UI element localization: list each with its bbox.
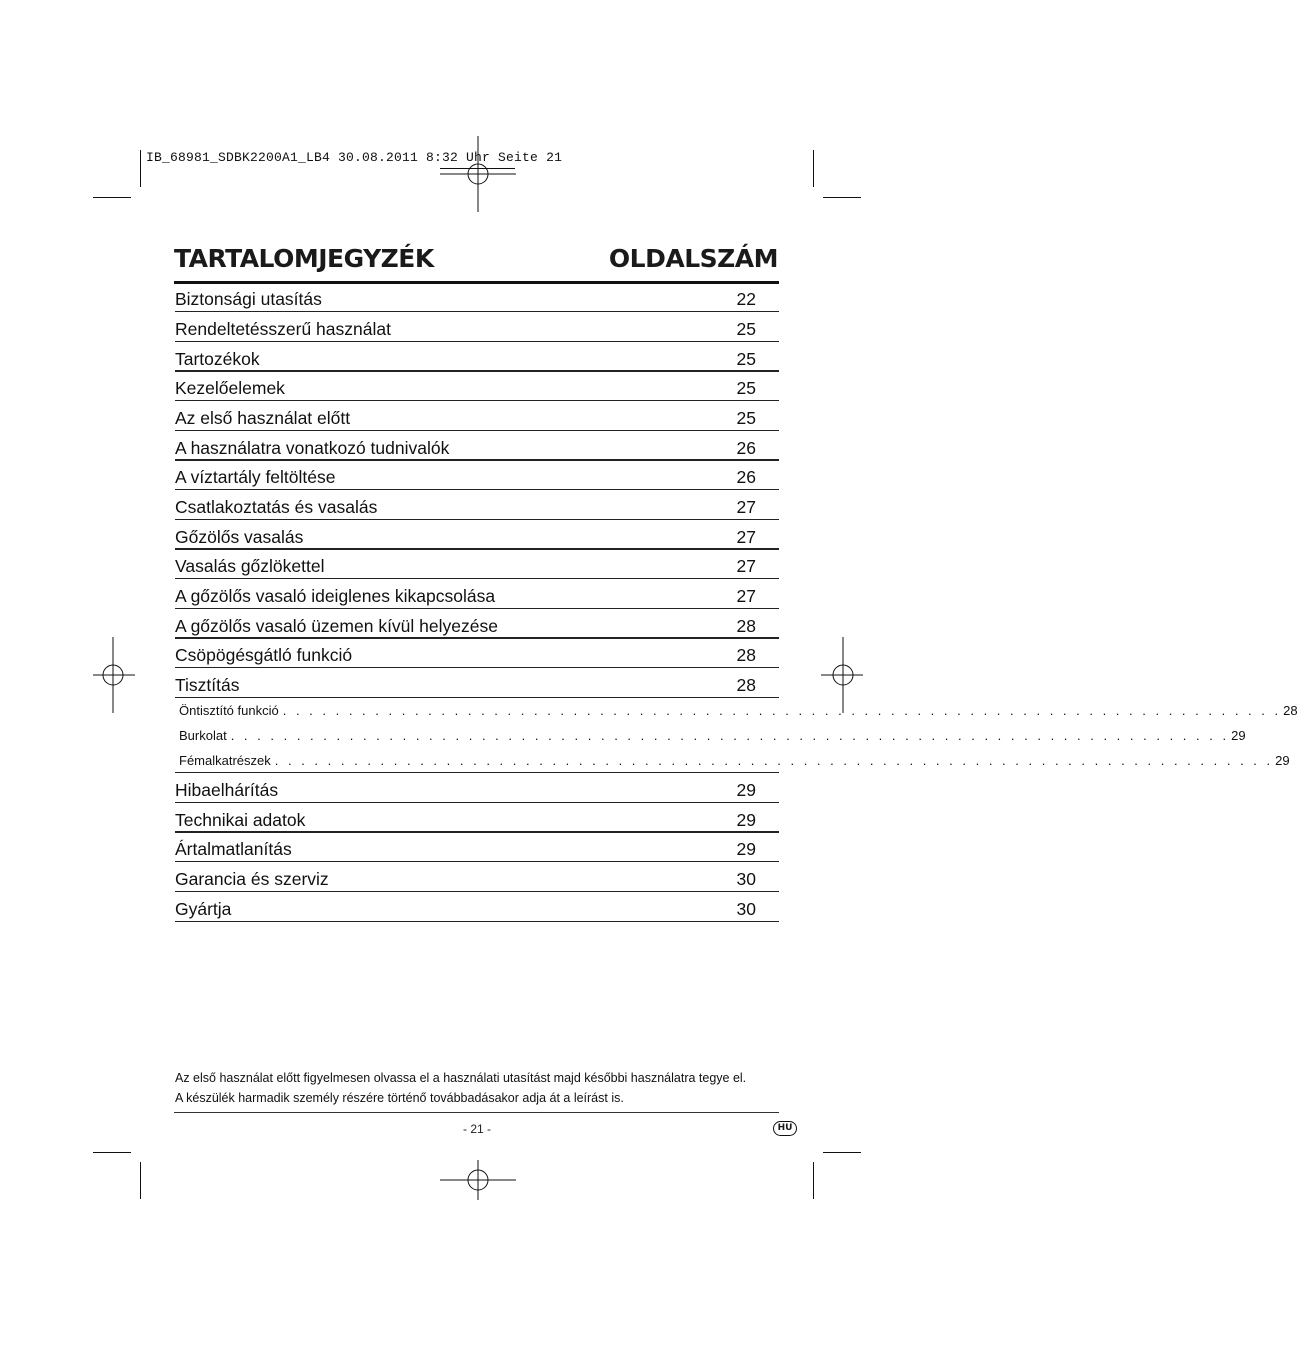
row-divider <box>175 400 779 401</box>
row-divider <box>175 460 779 461</box>
registration-mark-top-icon <box>440 136 516 212</box>
registration-mark-right-icon <box>821 637 863 713</box>
footer-rule <box>174 1112 779 1113</box>
footer-note-line-1: Az első használat előtt figyelmesen olvassa el a használati utasítást majd későbbi használatra tegye el. <box>175 1071 747 1085</box>
toc-page: 25 <box>736 319 756 339</box>
registration-mark-left-icon <box>93 637 135 713</box>
toc-page: 29 <box>736 810 756 830</box>
toc-page: 22 <box>736 289 756 309</box>
toc-page: 28 <box>736 616 756 636</box>
toc-label: Csöpögésgátló funkció <box>175 645 353 665</box>
row-divider <box>175 430 779 431</box>
crop-mark-tr-v <box>813 150 814 187</box>
row-divider <box>175 637 779 638</box>
toc-page: 27 <box>736 586 756 606</box>
row-divider <box>175 548 779 549</box>
toc-page: 27 <box>736 527 756 547</box>
row-divider <box>175 608 779 609</box>
row-divider <box>175 861 779 862</box>
toc-label: Garancia és szerviz <box>175 869 329 889</box>
toc-label: Gyártja <box>175 899 232 919</box>
toc-sub-page: 28 <box>1283 703 1298 718</box>
toc-page: 25 <box>736 408 756 428</box>
row-divider <box>175 832 779 833</box>
row-divider <box>175 831 779 832</box>
toc-page: 25 <box>736 378 756 398</box>
page-number: - 21 - <box>462 1122 491 1136</box>
toc-page: 28 <box>736 645 756 665</box>
toc-sub-label: Burkolat <box>179 728 227 743</box>
leader-dots: . . . . . . . . . . . . . . . . . . . . . . . . . . . . . . . . . . . . . . . . . . . . . . . . . . . . . . . . . . . . . . . . . . . . . . . . . . . . <box>230 728 1230 743</box>
crop-mark-br-v <box>813 1162 814 1199</box>
row-divider <box>175 459 779 460</box>
row-divider <box>175 549 779 550</box>
toc-label: Technikai adatok <box>175 810 306 830</box>
crop-mark-tr-h <box>823 197 861 198</box>
toc-label: Biztonsági utasítás <box>175 289 322 309</box>
row-divider <box>175 519 779 520</box>
toc-label: Kezelőelemek <box>175 378 285 398</box>
row-divider <box>175 697 779 698</box>
toc-page: 25 <box>736 349 756 369</box>
footer-note-line-2: A készülék harmadik személy részére történő továbbadásakor adja át a leírást is. <box>175 1091 624 1105</box>
toc-sub-row[interactable] <box>179 753 1290 769</box>
toc-page: 26 <box>736 438 756 458</box>
toc-sub-label: Öntisztító funkció <box>179 703 279 718</box>
toc-label: Ártalmatlanítás <box>175 839 292 859</box>
page-number-heading: OLDALSZÁM <box>608 244 778 273</box>
toc-page: 30 <box>736 869 756 889</box>
toc-page: 29 <box>736 839 756 859</box>
toc-sub-page: 29 <box>1231 728 1246 743</box>
toc-label: Rendeltetésszerű használat <box>175 319 391 339</box>
toc-label: Csatlakoztatás és vasalás <box>175 497 378 517</box>
crop-mark-br-h <box>823 1152 861 1153</box>
row-divider <box>175 578 779 579</box>
crop-mark-bl-h <box>93 1152 131 1153</box>
row-divider <box>175 921 779 922</box>
toc-sub-row[interactable] <box>179 728 1246 744</box>
toc-label: Hibaelhárítás <box>175 780 279 800</box>
toc-sub-row[interactable] <box>179 703 1298 719</box>
toc-page: 27 <box>736 556 756 576</box>
toc-label: Tartozékok <box>175 349 260 369</box>
heading-rule <box>174 281 779 284</box>
toc-sub-page: 29 <box>1275 753 1290 768</box>
leader-dots: . . . . . . . . . . . . . . . . . . . . . . . . . . . . . . . . . . . . . . . . . . . . . . . . . . . . . . . . . . . . . . . . . . . . . . . . . . . . <box>282 703 1282 718</box>
print-slug: IB_68981_SDBK2200A1_LB4 30.08.2011 8:32 Uhr Seite 21 <box>146 150 563 165</box>
language-badge: HU <box>773 1121 797 1136</box>
row-divider <box>175 667 779 668</box>
toc-label: A víztartály feltöltése <box>175 467 336 487</box>
toc-label: Tisztítás <box>175 675 240 695</box>
toc-page: 29 <box>736 780 756 800</box>
crop-mark-tl-h <box>93 197 131 198</box>
toc-label: A gőzölős vasaló ideiglenes kikapcsolása <box>175 586 496 606</box>
toc-label: Gőzölős vasalás <box>175 527 304 547</box>
row-divider <box>175 638 779 639</box>
crop-mark-bl-v <box>140 1162 141 1199</box>
toc-label: A gőzölős vasaló üzemen kívül helyezése <box>175 616 498 636</box>
row-divider <box>175 311 779 312</box>
row-divider <box>175 891 779 892</box>
leader-dots: . . . . . . . . . . . . . . . . . . . . . . . . . . . . . . . . . . . . . . . . . . . . . . . . . . . . . . . . . . . . . . . . . . . . . . . . . . . . <box>274 753 1274 768</box>
registration-mark-bottom-icon <box>440 1160 516 1200</box>
toc-page: 30 <box>736 899 756 919</box>
toc-label: A használatra vonatkozó tudnivalók <box>175 438 450 458</box>
toc-page: 28 <box>736 675 756 695</box>
row-divider <box>175 489 779 490</box>
toc-sub-label: Fémalkatrészek <box>179 753 271 768</box>
row-divider <box>175 370 779 371</box>
toc-label: Az első használat előtt <box>175 408 351 428</box>
row-divider <box>175 341 779 342</box>
crop-mark-tl-v <box>140 150 141 187</box>
toc-page: 26 <box>736 467 756 487</box>
row-divider <box>175 802 779 803</box>
row-divider <box>175 371 779 372</box>
toc-page: 27 <box>736 497 756 517</box>
toc-label: Vasalás gőzlökettel <box>175 556 325 576</box>
toc-heading: TARTALOMJEGYZÉK <box>174 244 434 273</box>
row-divider <box>175 772 779 773</box>
